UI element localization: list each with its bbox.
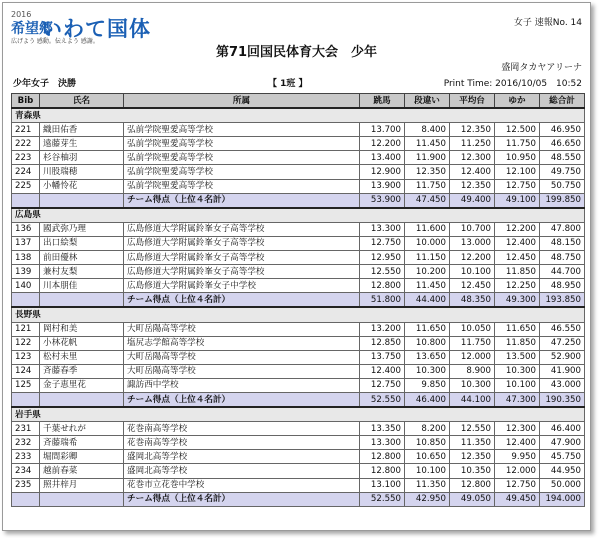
team-vault: 52.550 [360, 392, 405, 407]
score-floor: 11.650 [495, 322, 540, 336]
team-score-spacer [40, 293, 124, 308]
athlete-club: 弘前学院聖愛高等学校 [124, 165, 360, 179]
score-vault: 12.800 [360, 279, 405, 293]
score-total: 49.750 [540, 165, 585, 179]
prefecture-name: 長野県 [12, 307, 585, 322]
team-vault: 52.550 [360, 492, 405, 506]
athlete-row [12, 137, 585, 151]
score-vault: 12.950 [360, 251, 405, 265]
score-bars: 12.350 [405, 165, 450, 179]
athlete-row [12, 436, 585, 450]
prefecture-name: 岩手県 [12, 407, 585, 422]
team-floor: 49.300 [495, 293, 540, 308]
score-beam: 12.350 [450, 179, 495, 193]
score-floor: 11.850 [495, 336, 540, 350]
logo-year: 2016 [11, 10, 32, 19]
athlete-row [12, 123, 585, 137]
athlete-bib: 138 [12, 251, 40, 265]
score-beam: 10.300 [450, 378, 495, 392]
athlete-bib: 122 [12, 336, 40, 350]
athlete-name: 兼村友梨 [40, 265, 124, 279]
score-vault: 13.400 [360, 151, 405, 165]
score-vault: 12.400 [360, 364, 405, 378]
score-total: 47.900 [540, 436, 585, 450]
team-bars: 44.400 [405, 293, 450, 308]
score-beam: 10.350 [450, 464, 495, 478]
team-score-row [12, 293, 585, 308]
athlete-bib: 139 [12, 265, 40, 279]
score-vault: 13.350 [360, 422, 405, 436]
score-floor: 12.200 [495, 222, 540, 236]
athlete-club: 諏訪西中学校 [124, 378, 360, 392]
games-logo [11, 10, 171, 44]
score-vault: 12.750 [360, 236, 405, 250]
score-total: 48.150 [540, 236, 585, 250]
score-beam: 11.750 [450, 336, 495, 350]
team-floor: 47.300 [495, 392, 540, 407]
athlete-name: 川本朋佳 [40, 279, 124, 293]
score-beam: 12.350 [450, 450, 495, 464]
score-floor: 12.750 [495, 179, 540, 193]
athlete-club: 広島修道大学附属鈴峯女子高等学校 [124, 251, 360, 265]
prefecture-row [12, 407, 585, 422]
score-total: 50.000 [540, 478, 585, 492]
athlete-bib: 124 [12, 364, 40, 378]
team-score-label: チーム得点（上位４名計） [124, 392, 360, 407]
athlete-name: 金子恵里花 [40, 378, 124, 392]
score-vault: 12.900 [360, 165, 405, 179]
results-table [11, 93, 585, 507]
athlete-bib: 225 [12, 179, 40, 193]
athlete-bib: 140 [12, 279, 40, 293]
team-beam: 49.400 [450, 193, 495, 208]
athlete-name: 小林花帆 [40, 336, 124, 350]
score-beam: 12.000 [450, 350, 495, 364]
score-floor: 12.750 [495, 478, 540, 492]
athlete-club: 大町岳陽高等学校 [124, 364, 360, 378]
score-bars: 11.450 [405, 137, 450, 151]
score-floor: 9.950 [495, 450, 540, 464]
results-body [12, 108, 585, 506]
athlete-name: 斉藤春季 [40, 364, 124, 378]
score-total: 48.950 [540, 279, 585, 293]
athlete-name: 照井梓月 [40, 478, 124, 492]
score-floor: 12.000 [495, 464, 540, 478]
team-floor: 49.100 [495, 193, 540, 208]
athlete-name: 斉藤瑞希 [40, 436, 124, 450]
athlete-bib: 137 [12, 236, 40, 250]
prefecture-name: 広島県 [12, 208, 585, 223]
athlete-row [12, 364, 585, 378]
athlete-bib: 235 [12, 478, 40, 492]
athlete-row [12, 422, 585, 436]
col-beam: 平均台 [450, 94, 495, 109]
athlete-bib: 231 [12, 422, 40, 436]
team-score-label: チーム得点（上位４名計） [124, 293, 360, 308]
score-bars: 13.650 [405, 350, 450, 364]
team-bars: 42.950 [405, 492, 450, 506]
team-total: 193.850 [540, 293, 585, 308]
score-beam: 10.100 [450, 265, 495, 279]
score-floor: 12.500 [495, 123, 540, 137]
athlete-row [12, 251, 585, 265]
score-floor: 11.850 [495, 265, 540, 279]
athlete-bib: 136 [12, 222, 40, 236]
page-title: 第71回国民体育大会 少年 [215, 45, 378, 60]
score-floor: 10.300 [495, 364, 540, 378]
score-beam: 12.350 [450, 123, 495, 137]
score-vault: 12.200 [360, 137, 405, 151]
team-total: 194.000 [540, 492, 585, 506]
group-label: 【 1班 】 [268, 79, 308, 89]
score-bars: 11.150 [405, 251, 450, 265]
score-bars: 11.750 [405, 179, 450, 193]
logo-kibou: 希望郷 [11, 21, 53, 37]
score-beam: 12.200 [450, 251, 495, 265]
athlete-row [12, 179, 585, 193]
score-floor: 12.300 [495, 422, 540, 436]
athlete-bib: 121 [12, 322, 40, 336]
athlete-club: 弘前学院聖愛高等学校 [124, 151, 360, 165]
team-score-row [12, 392, 585, 407]
team-bars: 46.400 [405, 392, 450, 407]
score-bars: 10.200 [405, 265, 450, 279]
score-total: 50.750 [540, 179, 585, 193]
score-total: 45.750 [540, 450, 585, 464]
athlete-club: 大町岳陽高等学校 [124, 350, 360, 364]
score-vault: 13.300 [360, 222, 405, 236]
athlete-row [12, 322, 585, 336]
score-bars: 11.350 [405, 478, 450, 492]
team-total: 190.350 [540, 392, 585, 407]
event-name: 少年女子 決勝 [13, 79, 77, 89]
team-score-spacer [12, 492, 40, 506]
score-beam: 12.800 [450, 478, 495, 492]
athlete-row [12, 265, 585, 279]
col-name: 氏名 [40, 94, 124, 109]
score-total: 52.900 [540, 350, 585, 364]
athlete-bib: 234 [12, 464, 40, 478]
header-row [12, 94, 585, 109]
score-bars: 10.650 [405, 450, 450, 464]
col-club: 所属 [124, 94, 360, 109]
prefecture-row [12, 108, 585, 123]
athlete-row [12, 350, 585, 364]
score-total: 43.000 [540, 378, 585, 392]
col-total: 総合計 [540, 94, 585, 109]
athlete-club: 弘前学院聖愛高等学校 [124, 137, 360, 151]
athlete-row [12, 478, 585, 492]
athlete-club: 盛岡北高等学校 [124, 464, 360, 478]
col-floor: ゆか [495, 94, 540, 109]
score-floor: 10.100 [495, 378, 540, 392]
athlete-bib: 123 [12, 350, 40, 364]
score-beam: 11.350 [450, 436, 495, 450]
score-total: 47.250 [540, 336, 585, 350]
team-vault: 51.800 [360, 293, 405, 308]
team-score-spacer [12, 392, 40, 407]
score-total: 48.750 [540, 251, 585, 265]
athlete-row [12, 336, 585, 350]
prefecture-row [12, 307, 585, 322]
prefecture-row [12, 208, 585, 223]
score-beam: 12.400 [450, 165, 495, 179]
score-bars: 9.850 [405, 378, 450, 392]
score-beam: 13.000 [450, 236, 495, 250]
athlete-club: 広島修道大学附属鈴峯女子高等学校 [124, 265, 360, 279]
score-total: 46.400 [540, 422, 585, 436]
col-vault: 跳馬 [360, 94, 405, 109]
score-beam: 8.900 [450, 364, 495, 378]
athlete-row [12, 450, 585, 464]
athlete-bib: 125 [12, 378, 40, 392]
score-vault: 12.750 [360, 378, 405, 392]
athlete-club: 花巻南高等学校 [124, 422, 360, 436]
team-floor: 49.450 [495, 492, 540, 506]
team-total: 199.850 [540, 193, 585, 208]
score-bars: 11.450 [405, 279, 450, 293]
logo-iwate: いわて国体 [41, 17, 151, 41]
score-beam: 12.550 [450, 422, 495, 436]
score-vault: 13.700 [360, 123, 405, 137]
score-vault: 13.900 [360, 179, 405, 193]
team-score-spacer [40, 392, 124, 407]
team-vault: 53.900 [360, 193, 405, 208]
release-number: 女子 速報No. 14 [513, 18, 582, 28]
athlete-row [12, 464, 585, 478]
athlete-club: 広島修道大学附属鈴峯女子高等学校 [124, 236, 360, 250]
athlete-club: 花巻南高等学校 [124, 436, 360, 450]
score-bars: 8.400 [405, 123, 450, 137]
athlete-name: 織田佑香 [40, 123, 124, 137]
score-beam: 12.300 [450, 151, 495, 165]
score-total: 41.900 [540, 364, 585, 378]
score-floor: 12.100 [495, 165, 540, 179]
score-bars: 11.600 [405, 222, 450, 236]
score-floor: 12.450 [495, 251, 540, 265]
score-total: 46.950 [540, 123, 585, 137]
athlete-bib: 221 [12, 123, 40, 137]
athlete-club: 弘前学院聖愛高等学校 [124, 179, 360, 193]
team-bars: 47.450 [405, 193, 450, 208]
athlete-club: 盛岡北高等学校 [124, 450, 360, 464]
athlete-row [12, 165, 585, 179]
score-bars: 11.650 [405, 322, 450, 336]
athlete-bib: 223 [12, 151, 40, 165]
team-score-row [12, 193, 585, 208]
print-time: Print Time: 2016/10/05 10:52 [443, 79, 582, 89]
score-total: 46.650 [540, 137, 585, 151]
athlete-name: 千葉せれが [40, 422, 124, 436]
athlete-bib: 233 [12, 450, 40, 464]
results-sheet [2, 2, 591, 531]
athlete-row [12, 378, 585, 392]
athlete-name: 越前春菜 [40, 464, 124, 478]
score-beam: 10.700 [450, 222, 495, 236]
score-vault: 13.750 [360, 350, 405, 364]
col-bars: 段違い [405, 94, 450, 109]
athlete-name: 川股瑞穂 [40, 165, 124, 179]
athlete-name: 遠藤芽生 [40, 137, 124, 151]
athlete-bib: 232 [12, 436, 40, 450]
athlete-bib: 224 [12, 165, 40, 179]
score-vault: 13.300 [360, 436, 405, 450]
team-score-spacer [12, 293, 40, 308]
score-total: 44.700 [540, 265, 585, 279]
score-beam: 12.450 [450, 279, 495, 293]
score-vault: 13.100 [360, 478, 405, 492]
score-vault: 12.800 [360, 450, 405, 464]
score-total: 44.950 [540, 464, 585, 478]
team-beam: 44.100 [450, 392, 495, 407]
team-score-spacer [40, 193, 124, 208]
athlete-name: 松村未里 [40, 350, 124, 364]
score-floor: 12.250 [495, 279, 540, 293]
score-beam: 10.050 [450, 322, 495, 336]
team-beam: 48.350 [450, 293, 495, 308]
score-floor: 10.950 [495, 151, 540, 165]
score-bars: 10.800 [405, 336, 450, 350]
team-score-label: チーム得点（上位４名計） [124, 492, 360, 506]
athlete-name: 堀間彩卿 [40, 450, 124, 464]
team-score-spacer [12, 193, 40, 208]
score-bars: 11.900 [405, 151, 450, 165]
athlete-club: 広島修道大学附属鈴峯女子高等学校 [124, 222, 360, 236]
team-score-row [12, 492, 585, 506]
venue: 盛岡タカヤアリーナ [501, 63, 582, 73]
score-bars: 10.850 [405, 436, 450, 450]
team-beam: 49.050 [450, 492, 495, 506]
prefecture-name: 青森県 [12, 108, 585, 123]
team-score-spacer [40, 492, 124, 506]
athlete-club: 花巻市立花巻中学校 [124, 478, 360, 492]
athlete-club: 広島修道大学附属鈴峯女子中学校 [124, 279, 360, 293]
athlete-club: 塩尻志学館高等学校 [124, 336, 360, 350]
athlete-name: 小幡怜花 [40, 179, 124, 193]
athlete-row [12, 279, 585, 293]
logo-slogan: 広げよう 感動。伝えよう 感謝。 [11, 38, 99, 45]
score-vault: 12.850 [360, 336, 405, 350]
score-vault: 13.200 [360, 322, 405, 336]
athlete-bib: 222 [12, 137, 40, 151]
score-bars: 10.100 [405, 464, 450, 478]
score-floor: 11.750 [495, 137, 540, 151]
athlete-name: 前田優林 [40, 251, 124, 265]
athlete-name: 出口絵梨 [40, 236, 124, 250]
score-bars: 10.000 [405, 236, 450, 250]
score-beam: 11.250 [450, 137, 495, 151]
col-bib: Bib [12, 94, 40, 109]
score-bars: 8.200 [405, 422, 450, 436]
athlete-row [12, 151, 585, 165]
athlete-row [12, 236, 585, 250]
score-floor: 12.400 [495, 236, 540, 250]
score-floor: 12.400 [495, 436, 540, 450]
team-score-label: チーム得点（上位４名計） [124, 193, 360, 208]
score-bars: 10.300 [405, 364, 450, 378]
score-floor: 13.500 [495, 350, 540, 364]
athlete-row [12, 222, 585, 236]
score-total: 48.550 [540, 151, 585, 165]
athlete-club: 大町岳陽高等学校 [124, 322, 360, 336]
score-vault: 12.550 [360, 265, 405, 279]
athlete-club: 弘前学院聖愛高等学校 [124, 123, 360, 137]
athlete-name: 岡村和美 [40, 322, 124, 336]
score-total: 46.550 [540, 322, 585, 336]
athlete-name: 國武弥乃理 [40, 222, 124, 236]
score-vault: 12.800 [360, 464, 405, 478]
score-total: 47.800 [540, 222, 585, 236]
athlete-name: 杉谷柚羽 [40, 151, 124, 165]
